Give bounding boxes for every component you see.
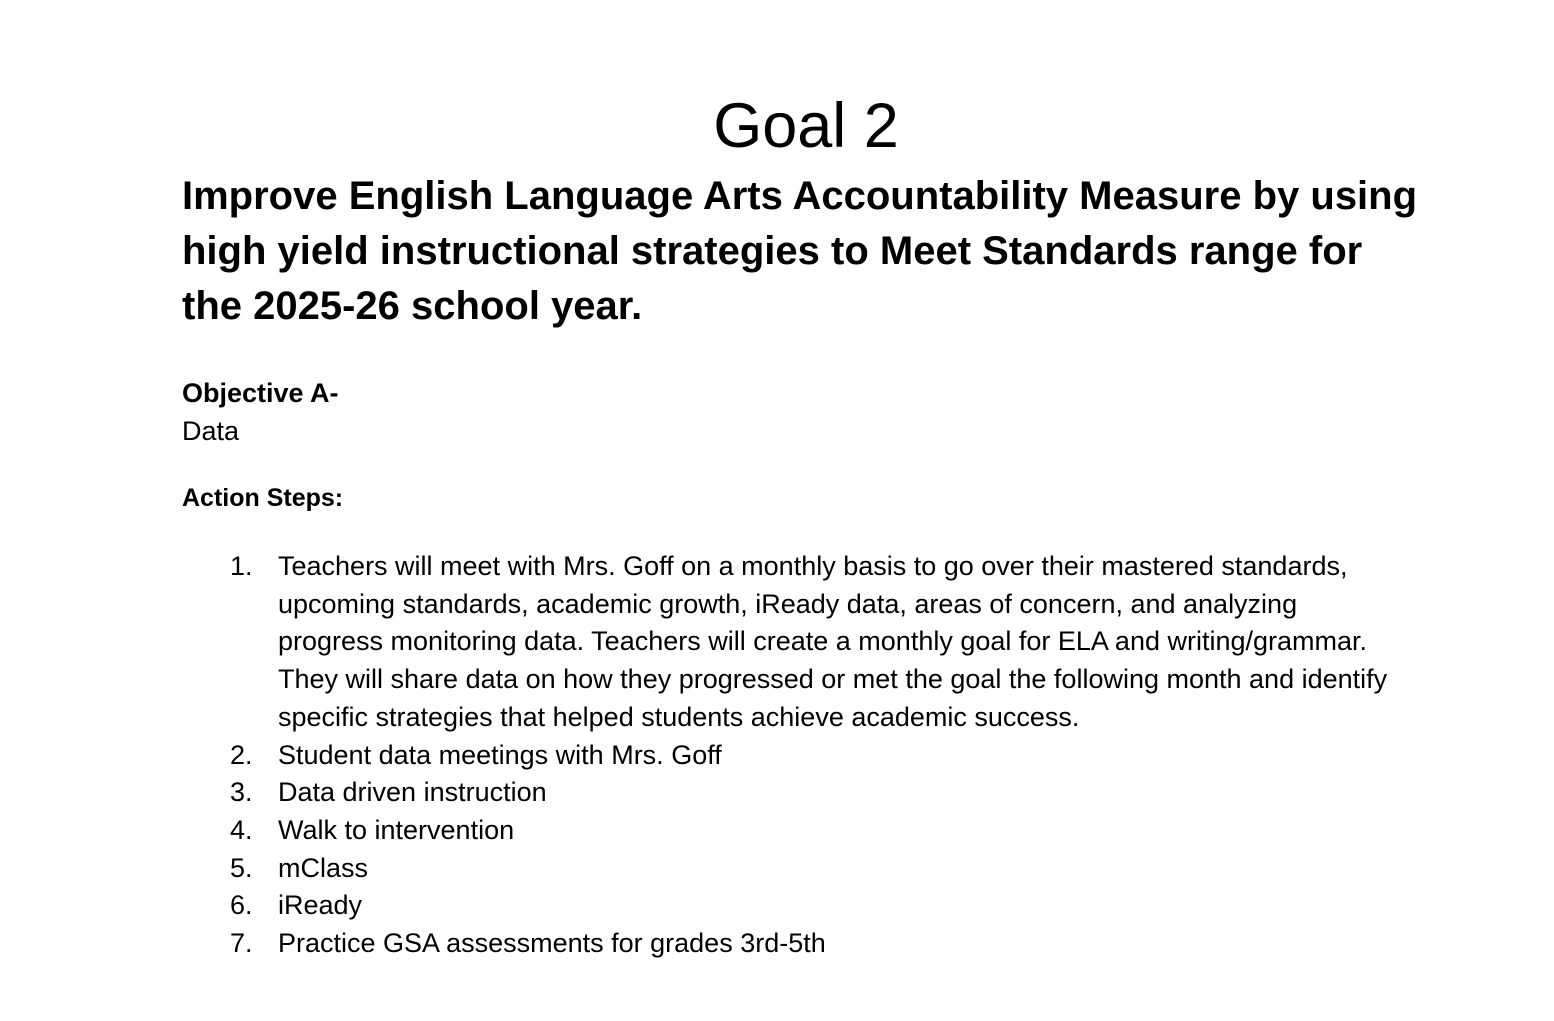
action-step [0, 925, 1408, 963]
action-steps-list [0, 548, 1554, 963]
action-step [0, 887, 1408, 925]
goal-title: Goal 2 [713, 91, 899, 161]
action-step [0, 850, 1408, 888]
action-step-number: 5. [230, 852, 253, 883]
action-steps-label: Action Steps: [182, 484, 344, 512]
action-step-number: 6. [230, 890, 253, 921]
action-step [0, 737, 1408, 775]
action-step-text: Data driven instruction [278, 777, 547, 808]
objective-text: Data [182, 416, 240, 446]
action-step [0, 774, 1408, 812]
action-step [0, 548, 1408, 737]
action-step-number: 4. [230, 814, 253, 845]
action-step-number: 2. [230, 739, 253, 770]
goal-statement: Improve English Language Arts Accountability Measure by using high yield instructional strategies to Meet Standards range for the 2025-26 school year. [182, 174, 1418, 328]
action-step-text: mClass [278, 852, 369, 883]
action-step-text: Practice GSA assessments for grades 3rd-5th [278, 928, 826, 959]
objective-label: Objective A- [182, 378, 339, 408]
action-step-number: 7. [230, 928, 253, 959]
action-step-text: Teachers will meet with Mrs. Goff on a monthly basis to go over their mastered standards, upcoming standards, academic growth, iReady data, areas of concern, and analyzing progress monitoring data. Teachers will create a monthly goal for ELA and writing/grammar. They will share data on how they progressed or met the goal the following month and identify specific strategies that helped students achieve academic success. [278, 551, 1388, 732]
action-step-text: Student data meetings with Mrs. Goff [278, 739, 722, 770]
action-step-text: iReady [278, 890, 363, 921]
action-step-text: Walk to intervention [278, 814, 515, 845]
action-step-number: 3. [230, 777, 253, 808]
action-step [0, 812, 1408, 850]
action-step-number: 1. [230, 551, 253, 581]
